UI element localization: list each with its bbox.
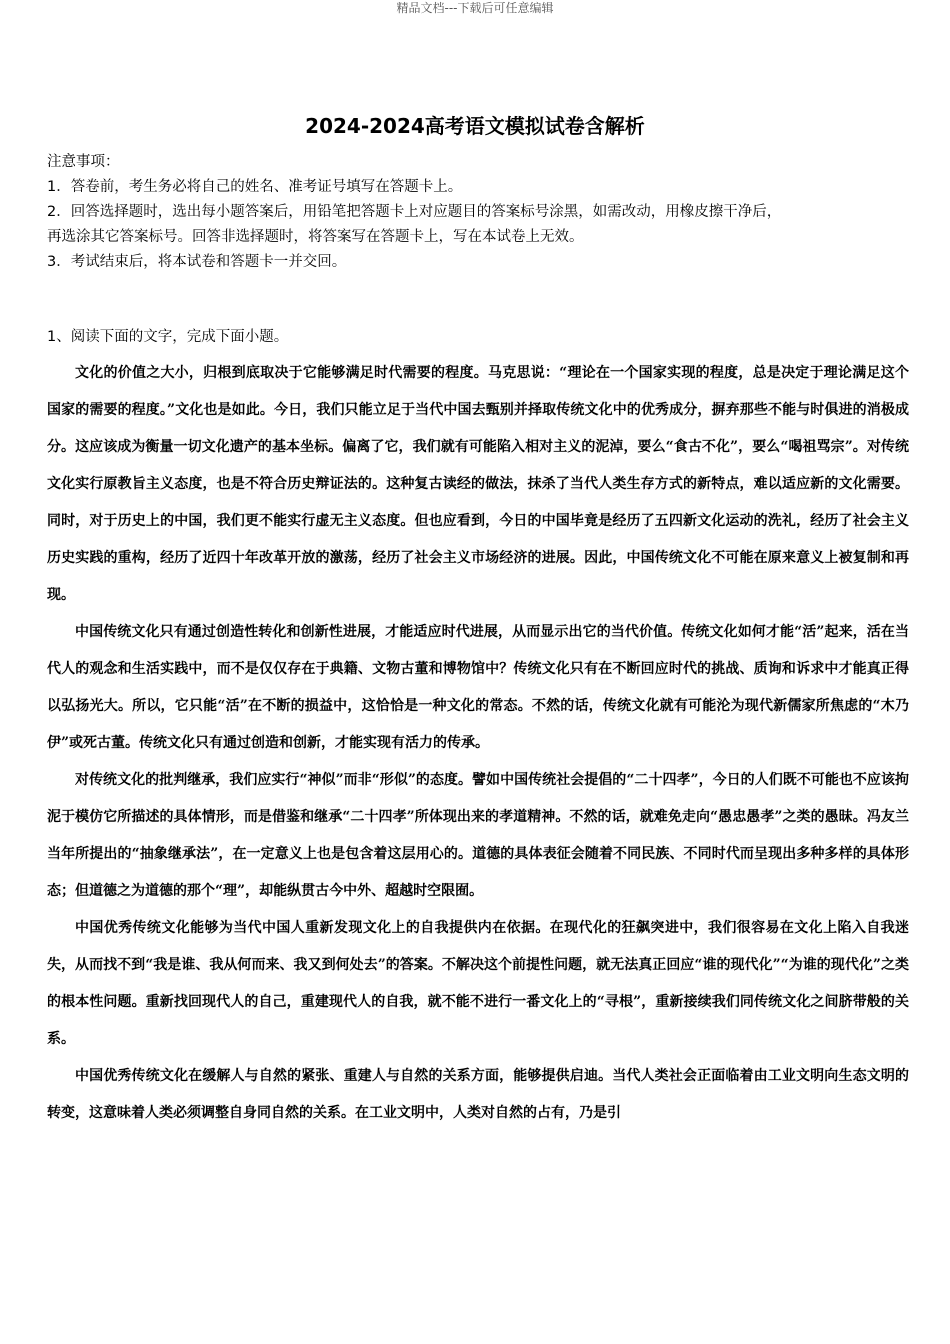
document-title: 2024-2024高考语文模拟试卷含解析 [305, 114, 645, 138]
notes-item: 再选涂其它答案标号。回答非选择题时，将答案写在答题卡上，写在本试卷上无效。 [47, 229, 584, 245]
notes-item: 2．回答选择题时，选出每小题答案后，用铅笔把答题卡上对应题目的答案标号涂黑，如需改动，用橡皮擦干净后， [47, 204, 782, 220]
reading-passage [47, 355, 909, 1132]
passage-paragraph: 中国优秀传统文化在缓解人与自然的紧张、重建人与自然的关系方面，能够提供启迪。当代人类社会正面临着由工业文明向生态文明的转变，这意味着人类必须调整自身同自然的关系。在工业文明中，人类对自然的占有，乃是引 [47, 1068, 909, 1121]
question-prompt: 1、阅读下面的文字，完成下面小题。 [47, 329, 289, 345]
notes-item: 1．答卷前，考生务必将自己的姓名、准考证号填写在答题卡上。 [47, 179, 463, 195]
notes-section [47, 150, 909, 275]
passage-paragraph: 中国传统文化只有通过创造性转化和创新性进展，才能适应时代进展，从而显示出它的当代价值。传统文化如何才能“活”起来，活在当代人的观念和生活实践中，而不是仅仅存在于典籍、文物古董和博物馆中？传统文化只有在不断回应时代的挑战、质询和诉求中才能真正得以弘扬光大。所以，它只能“活”在不断的损益中，这恰恰是一种文化的常态。不然的话，传统文化就有可能沦为现代新儒家所焦虑的“木乃伊”或死古董。传统文化只有通过创造和创新，才能实现有活力的传承。 [47, 624, 909, 751]
notes-item: 3．考试结束后，将本试卷和答题卡一并交回。 [47, 254, 347, 270]
passage-paragraph: 文化的价值之大小，归根到底取决于它能够满足时代需要的程度。马克思说：“理论在一个国家实现的程度，总是决定于理论满足这个国家的需要的程度。”文化也是如此。今日，我们只能立足于当代中国去甄别并择取传统文化中的优秀成分，摒弃那些不能与时俱进的消极成分。这应该成为衡量一切文化遗产的基本坐标。偏离了它，我们就有可能陷入相对主义的泥淖，要么“食古不化”，要么“喝祖骂宗”。对传统文化实行原教旨主义态度，也是不符合历史辩证法的。这种复古读经的做法，抹杀了当代人类生存方式的新特点，难以适应新的文化需要。同时，对于历史上的中国，我们更不能实行虚无主义态度。但也应看到，今日的中国毕竟是经历了五四新文化运动的洗礼，经历了社会主义历史实践的重构，经历了近四十年改革开放的激荡，经历了社会主义市场经济的进展。因此，中国传统文化不可能在原来意义上被复制和再现。 [47, 365, 909, 603]
passage-paragraph: 对传统文化的批判继承，我们应实行“神似”而非“形似”的态度。譬如中国传统社会提倡的“二十四孝”，今日的人们既不可能也不应该拘泥于模仿它所描述的具体情形，而是借鉴和继承“二十四孝”所体现出来的孝道精神。不然的话，就难免走向“愚忠愚孝”之类的愚昧。冯友兰当年所提出的“抽象继承法”，在一定意义上也是包含着这层用心的。道德的具体表征会随着不同民族、不同时代而呈现出多种多样的具体形态；但道德之为道德的那个“理”，却能纵贯古今中外、超越时空限囿。 [47, 772, 909, 899]
notes-heading: 注意事项： [47, 154, 120, 170]
passage-paragraph: 中国优秀传统文化能够为当代中国人重新发现文化上的自我提供内在依据。在现代化的狂飙突进中，我们很容易在文化上陷入自我迷失，从而找不到“我是谁、我从何而来、我又到何处去”的答案。不解决这个前提性问题，就无法真正回应“谁的现代化”“为谁的现代化”之类的根本性问题。重新找回现代人的自己，重建现代人的自我，就不能不进行一番文化上的“寻根”，重新接续我们同传统文化之间脐带般的关系。 [47, 920, 909, 1047]
page-header: 精品文档---下载后可任意编辑 [396, 1, 554, 15]
